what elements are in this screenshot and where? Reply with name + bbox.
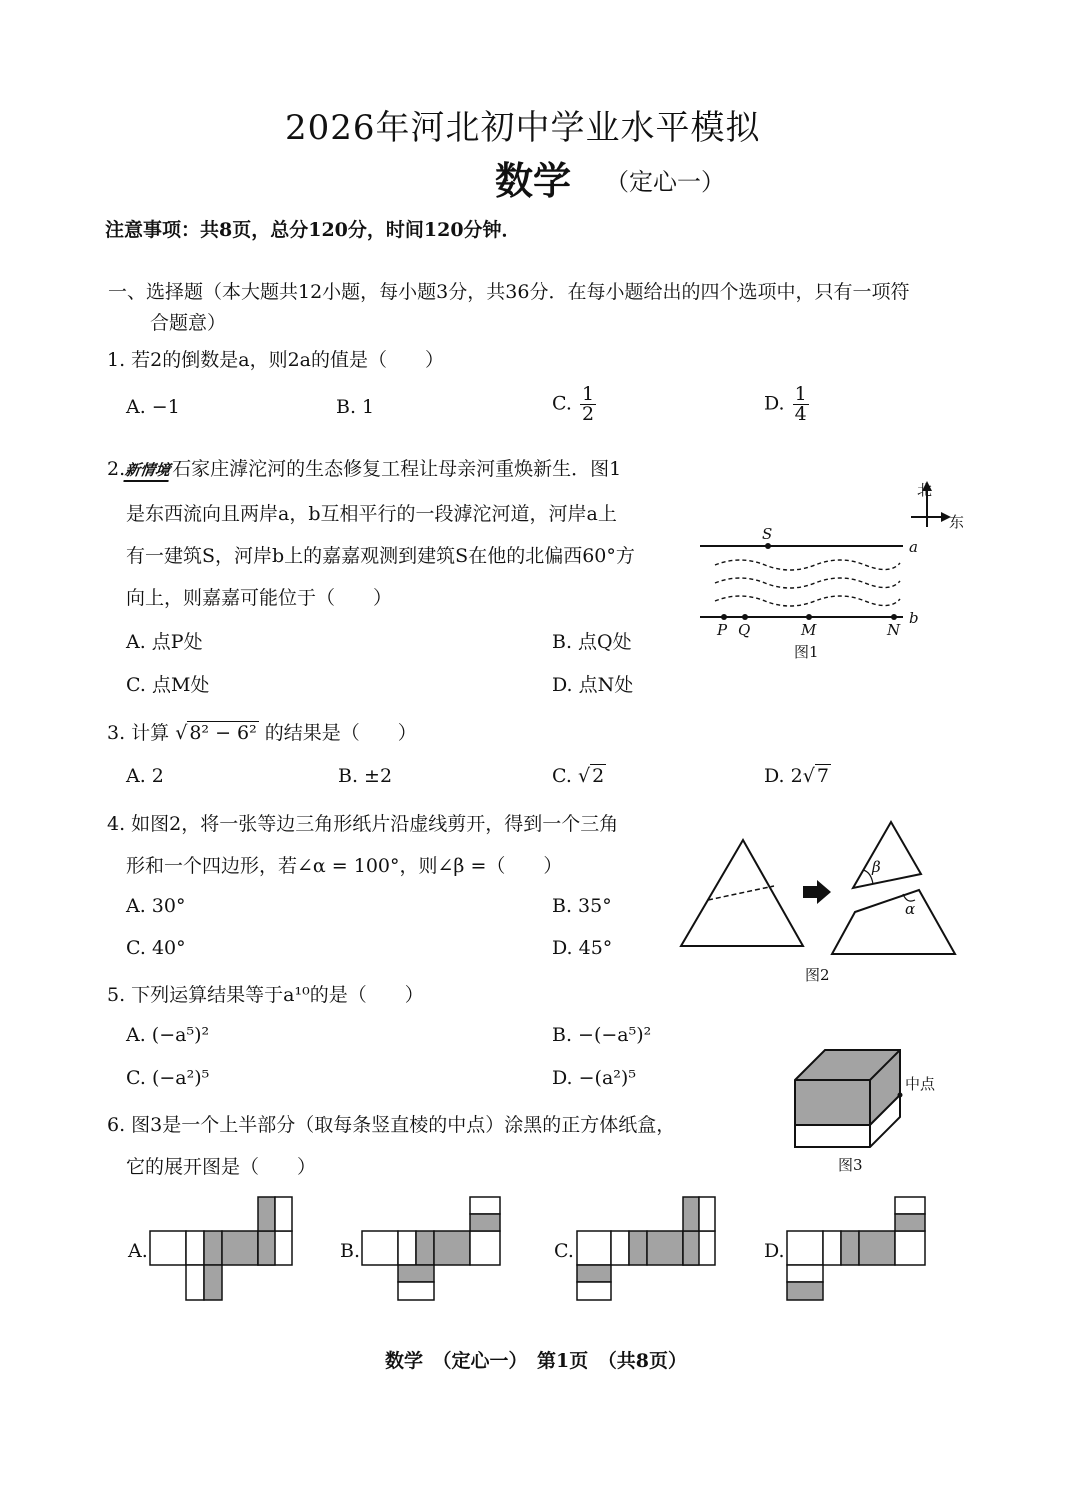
q5-option-a: A. (−a⁵)² <box>126 1024 210 1046</box>
q2-option-b: B. 点Q处 <box>552 631 632 653</box>
net-c-label: C. <box>554 1240 574 1262</box>
page-footer: 数学 （定心一） 第1页 （共8页） <box>385 1350 687 1372</box>
figure-3-caption: 图3 <box>838 1156 863 1174</box>
figure-1-river <box>695 475 985 670</box>
section-heading: 一、选择题（本大题共12小题，每小题3分，共36分．在每小题给出的四个选项中，只有一项符 <box>108 281 910 303</box>
point-p-label: P <box>717 621 728 639</box>
question-4-line-1: 4. 如图2，将一张等边三角形纸片沿虚线剪开，得到一个三角 <box>107 813 619 835</box>
question-2-line-4: 向上，则嘉嘉可能位于（ ） <box>126 587 393 609</box>
q4-option-a: A. 30° <box>126 895 186 917</box>
q1-option-d <box>764 385 809 424</box>
q5-option-b: B. −(−a⁵)² <box>552 1024 652 1046</box>
exam-edition: （定心一） <box>605 168 725 196</box>
east-label: 东 <box>949 513 965 531</box>
angle-alpha-label: α <box>905 900 916 918</box>
angle-beta-label: β <box>872 858 881 876</box>
q1-option-c-label: C. <box>552 392 572 415</box>
q5-option-d: D. −(a²)⁵ <box>552 1067 636 1089</box>
question-2-line-3: 有一建筑S，河岸b上的嘉嘉观测到建筑S在他的北偏西60°方 <box>126 545 635 567</box>
q3-radicand: 8² − 6² <box>189 722 257 744</box>
q3-option-b: B. ±2 <box>338 765 393 787</box>
question-4-line-2: 形和一个四边形，若∠α = 100°，则∠β =（ ） <box>126 855 563 877</box>
q1-option-b: B. 1 <box>336 396 375 418</box>
point-m-label: M <box>801 621 817 639</box>
q3-option-a: A. 2 <box>126 765 164 787</box>
q1-option-a: A. −1 <box>126 396 180 418</box>
point-n-label: N <box>887 621 901 639</box>
question-1-stem: 1. 若2的倒数是a，则2a的值是（ ） <box>107 349 445 371</box>
shore-b-label: b <box>909 609 919 627</box>
q4-option-d: D. 45° <box>552 937 613 959</box>
net-b-label: B. <box>340 1240 361 1262</box>
q1-option-c-fraction: $\frac{1}{2}$ <box>581 383 595 425</box>
north-label: 北 <box>917 481 933 499</box>
exam-notice: 注意事项：共8页，总分120分，时间120分钟． <box>105 219 521 241</box>
midpoint-label: 中点 <box>905 1075 936 1093</box>
question-2-line-1: 2.新情境石家庄滹沱河的生态修复工程让母亲河重焕新生．图1 <box>107 458 622 480</box>
figure-1-caption: 图1 <box>794 643 819 661</box>
shore-a-label: a <box>909 538 918 556</box>
q1-option-c <box>552 385 596 424</box>
exam-title: 2026年河北初中学业水平模拟 <box>285 108 761 148</box>
question-2-line-2: 是东西流向且两岸a，b互相平行的一段滹沱河道，河岸a上 <box>126 503 617 525</box>
figure-2-caption: 图2 <box>805 966 830 984</box>
q2-option-c: C. 点M处 <box>126 674 210 696</box>
net-option-a <box>150 1195 295 1305</box>
question-6-line-1: 6. 图3是一个上半部分（取每条竖直棱的中点）涂黑的正方体纸盒， <box>107 1114 676 1136</box>
q3-option-c: C. √ 2 <box>552 765 605 787</box>
question-5-stem: 5. 下列运算结果等于a¹⁰的是（ ） <box>107 984 424 1006</box>
question-6-line-2: 它的展开图是（ ） <box>126 1156 317 1178</box>
q2-option-a: A. 点P处 <box>126 631 203 653</box>
figure-2-triangle-cut <box>675 818 965 988</box>
q2-option-d: D. 点N处 <box>552 674 634 696</box>
exam-subject: 数学 <box>495 158 572 203</box>
figure-3-cube <box>790 1045 950 1180</box>
section-heading-cont: 合题意） <box>150 312 227 334</box>
q4-option-b: B. 35° <box>552 895 612 917</box>
new-context-badge: 新情境 <box>124 459 172 482</box>
net-a-label: A. <box>128 1240 148 1262</box>
net-option-c <box>575 1195 720 1305</box>
q1-option-d-fraction: $\frac{1}{4}$ <box>794 383 807 425</box>
q3-option-d: D. 2√ 7 <box>764 765 829 787</box>
point-s-label: S <box>762 525 773 543</box>
net-d-label: D. <box>764 1240 785 1262</box>
q1-option-d-label: D. <box>764 392 785 415</box>
net-option-d <box>785 1195 930 1305</box>
question-3-stem: 3. 计算 √ 8² − 6² 的结果是（ ） <box>107 722 417 744</box>
q4-option-c: C. 40° <box>126 937 186 959</box>
q5-option-c: C. (−a²)⁵ <box>126 1067 210 1089</box>
net-option-b <box>360 1195 505 1305</box>
point-q-label: Q <box>738 621 751 639</box>
